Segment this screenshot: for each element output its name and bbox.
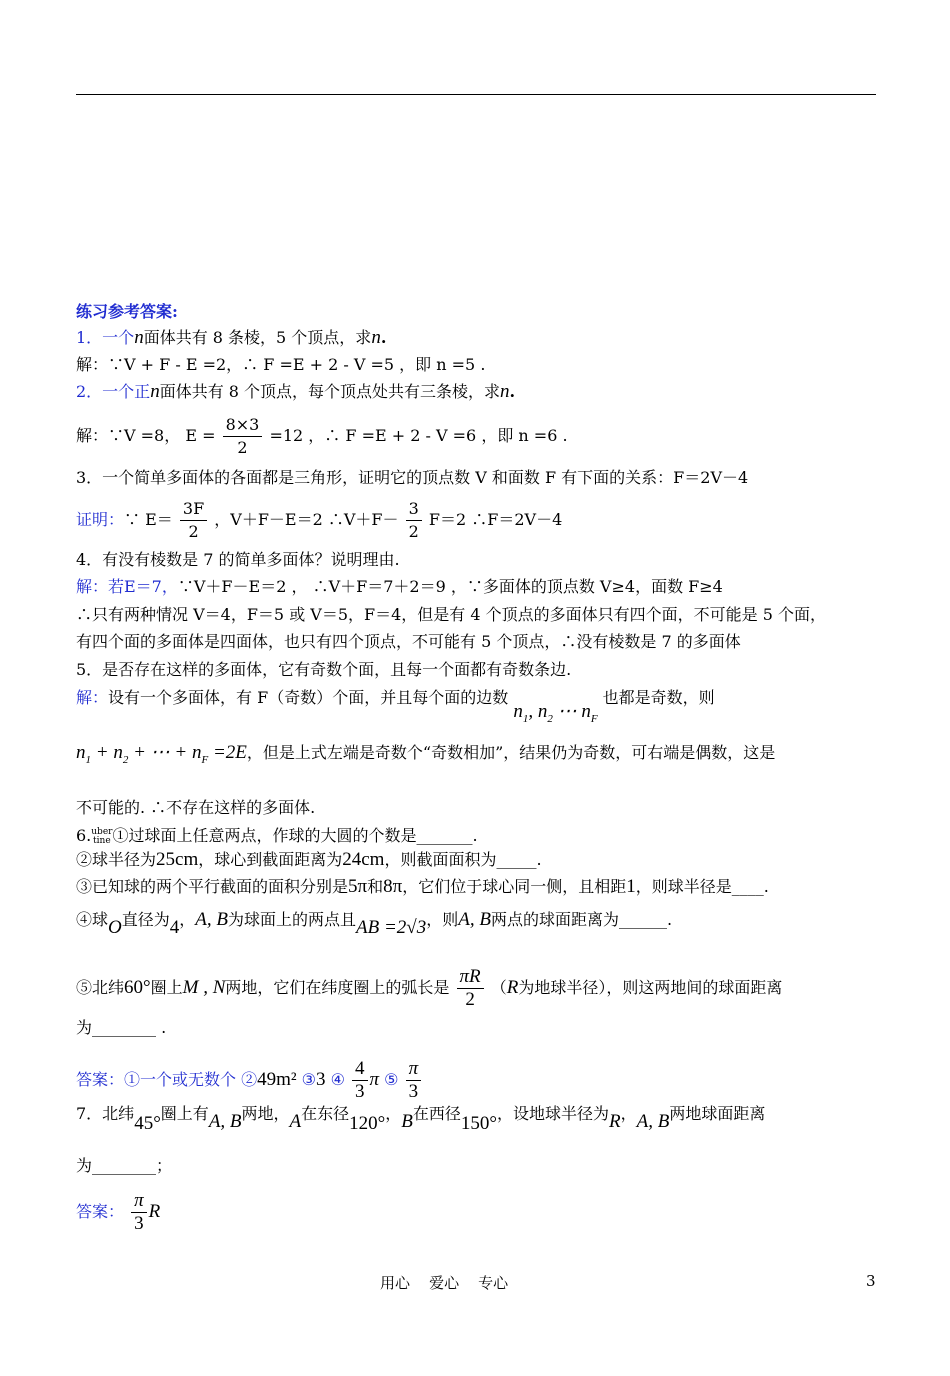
answer-4-line-3: 有四个面的多面体是四面体，也只有四个顶点，不可能有 5 个顶点，∴没有棱数是 7 的多面体 (76, 632, 741, 651)
section-heading: 练习参考答案: (76, 302, 178, 321)
tag-mark: uber tine (91, 826, 113, 846)
question-5: 5．是否存在这样的多面体，它有奇数个面，且每一个面都有奇数条边. (76, 660, 572, 679)
answer-4-line-1: 解：若E＝7，∵V＋F－E＝2 ， ∴V＋F＝7＋2＝9 ，∵多面体的顶点数 V≥4，面数 F≥4 (76, 577, 723, 596)
question-3: 3．一个简单多面体的各面都是三角形，证明它的顶点数 V 和面数 F 有下面的关系：F＝2V－4 (76, 468, 749, 487)
question-7-cont: 为________； (76, 1156, 173, 1175)
fraction: $\frac{3}{2}$ (406, 498, 422, 543)
question-6-part-3: ③已知球的两个平行截面的面积分别是5π和8π，它们位于球心同一侧，且相距1，则球半径是____. (76, 876, 769, 897)
edge-sum-formula: $n_1 + n_2$ + ⋯ + $n_F =2E$ (76, 742, 247, 766)
question-6-part-5: ⑤北纬60°圈上M , N两地，它们在纬度圈上的弧长是 $\frac{\pi R}{2}$ （R为地球半径），则这两地间的球面距离 (76, 966, 783, 1010)
page-number: 3 (866, 1272, 876, 1290)
fraction: $\frac{\pi}{3}$ (406, 1058, 422, 1103)
question-6-part-4: ④球O直径为4，A, B为球面上的两点且AB =2√3，则A, B两点的球面距离为______. (76, 909, 673, 938)
question-4: 4．有没有棱数是 7 的简单多面体？说明理由. (76, 550, 400, 569)
fraction: $\frac{3F}{2}$ (180, 498, 207, 543)
fraction: $\frac{\pi R}{2}$ (457, 966, 484, 1011)
question-7: 7．北纬45°圈上有A, B两地，A在东径120°，B在西径150°，设地球半径为R，A, B两地球面距离 (76, 1104, 766, 1134)
question-6-part-2: ②球半径为25cm，球心到截面距离为24cm，则截面面积为_____. (76, 849, 542, 870)
proof-3: 证明：∵ E＝ $\frac{3F}{2}$ ，V＋F－E＝2 ∴V＋F－ $\frac{3}{2}$ F＝2 ∴F＝2V－4 (76, 499, 563, 541)
answer-5-line-3: 不可能的. ∴不存在这样的多面体. (76, 798, 316, 817)
footer-motto: 用心 爱心 专心 (380, 1274, 509, 1292)
answer-1: 解：∵V + F - E =2，∴ F =E + 2 - V =5 ，即 n =5 . (76, 355, 486, 374)
edge-count-list: $n_1$, $n_2$ ⋯ $n_F$ (513, 701, 598, 725)
fraction: $\frac{8\times 3}{2}$ (223, 414, 263, 459)
question-6-part-1: 6.uber tine ①过球面上任意两点，作球的大圆的个数是_______. (76, 826, 478, 846)
question-2: 2．一个正n面体共有 8 个顶点，每个顶点处共有三条棱，求n. (76, 381, 516, 402)
question-1: 1．一个n面体共有 8 条棱，5 个顶点，求n. (76, 327, 387, 348)
answer-4-line-2: ∴只有两种情况 V＝4，F＝5 或 V＝5，F＝4，但是有 4 个顶点的多面体只有四个面，不可能是 5 个面， (76, 605, 826, 624)
answer-7: 答案： $\frac{\pi}{3}$ R (76, 1190, 161, 1234)
header-rule (76, 94, 876, 95)
fraction: $\frac{4}{3}$ (352, 1058, 368, 1103)
answer-5-line-1: 解：设有一个多面体，有 F（奇数）个面，并且每个面的边数 $n_1$, $n_2$ ⋯ $n_F$ 也都是奇数，则 (76, 688, 715, 725)
fraction: $\frac{\pi}{3}$ (131, 1190, 147, 1235)
answer-5-line-2: $n_1 + n_2$ + ⋯ + $n_F =2E$，但是上式左端是奇数个“奇数相加”，结果仍为奇数，可右端是偶数，这是 (76, 742, 776, 766)
answer-6: 答案：①一个或无数个 ②49m² ③3 ④ $\frac{4}{3}$ π ⑤ $\frac{\pi}{3}$ (76, 1058, 423, 1103)
question-6-part-5-cont: 为________ . (76, 1018, 167, 1037)
answer-2: 解：∵V =8， E = $\frac{8\times 3}{2}$ =12 ，∴ F =E + 2 - V =6 ，即 n =6 . (76, 415, 568, 457)
